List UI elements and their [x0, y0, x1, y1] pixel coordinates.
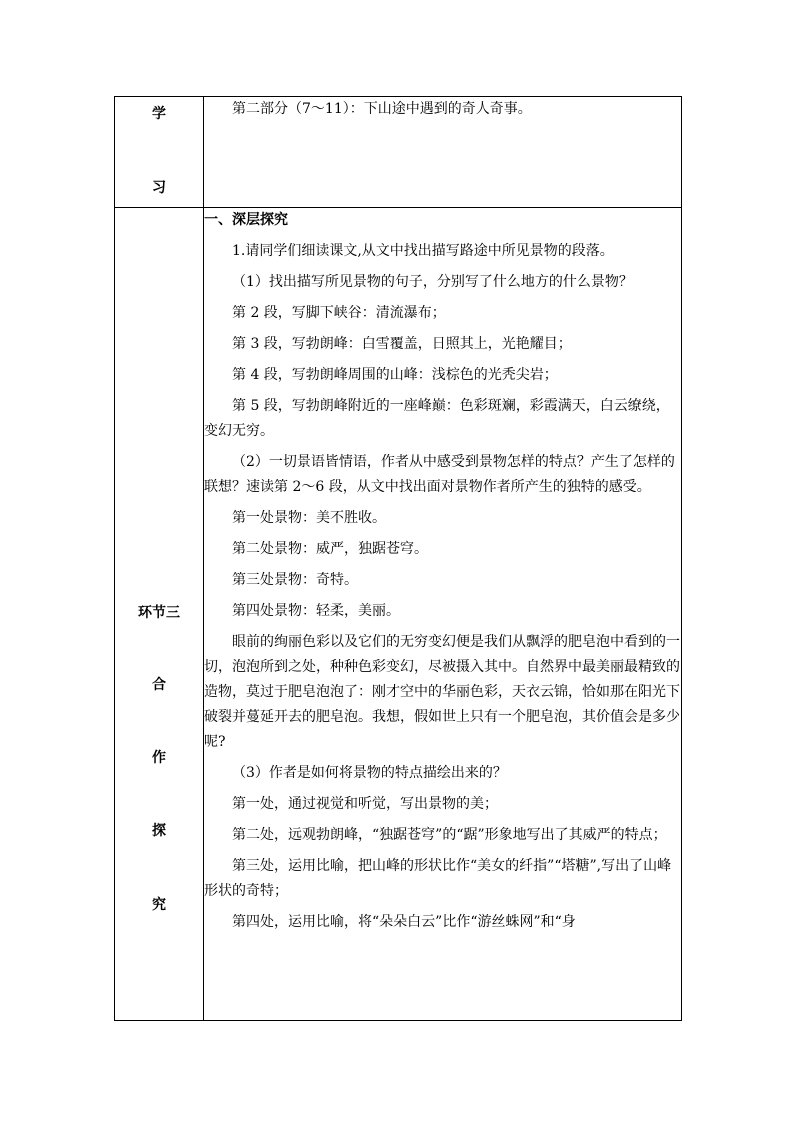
stage-label-cell — [115, 208, 204, 1021]
content-cell — [204, 97, 682, 208]
lesson-plan-table — [114, 96, 682, 1021]
answer-text: 第 5 段，写勃朗峰附近的一座峰巅：色彩斑斓，彩霞满天，白云缭绕，变幻无穷。 — [204, 398, 670, 439]
stage-label-char: 习 — [152, 180, 166, 196]
section-heading: 一、深层探究 — [204, 212, 288, 228]
stage-label-char: 学 — [152, 106, 166, 122]
answer-text: 第三处景物：奇特。 — [232, 572, 358, 588]
answer-text: 第二处，远观勃朗峰，“独踞苍穹”的“踞”形象地写出了其威严的特点； — [232, 827, 667, 843]
answer-text: 第四处，运用比喻，将“朵朵白云”比作“游丝蛛网”和“身 — [232, 914, 576, 930]
stage-label-char: 环节三 — [138, 605, 180, 621]
stage-label-char: 作 — [152, 750, 166, 766]
question-text: 1.请同学们细读课文,从文中找出描写路途中所见景物的段落。 — [232, 243, 614, 259]
table-row — [115, 208, 682, 1021]
answer-text: 第 2 段，写脚下峡谷：清流瀑布； — [232, 305, 446, 321]
stage-label-char: 究 — [152, 897, 166, 913]
stage-label-char: 合 — [152, 677, 166, 693]
stage-label-cell — [115, 97, 204, 208]
answer-text: 第一处景物：美不胜收。 — [232, 510, 386, 526]
question-text: （3）作者是如何将景物的特点描绘出来的？ — [232, 765, 507, 781]
answer-text: 第四处景物：轻柔，美丽。 — [232, 603, 400, 619]
content-line: 第二部分（7～11）：下山途中遇到的奇人奇事。 — [232, 101, 532, 117]
question-text: （2）一切景语皆情语，作者从中感受到景物怎样的特点？产生了怎样的联想？速读第 2～6 段，从文中找出面对景物作者所产生的独特的感受。 — [204, 454, 675, 495]
stage-label-char: 探 — [152, 823, 166, 839]
answer-text: 第 3 段，写勃朗峰：白雪覆盖，日照其上，光艳耀目； — [232, 336, 572, 352]
answer-text: 第二处景物：威严，独踞苍穹。 — [232, 541, 428, 557]
quoted-paragraph: 眼前的绚丽色彩以及它们的无穷变幻便是我们从飘浮的肥皂泡中看到的一切，泡泡所到之处，种种色彩变幻，尽被摄入其中。自然界中最美丽最精致的造物，莫过于肥皂泡泡了：刚才空中的华丽色彩，天衣云锦，恰如那在阳光下破裂并蔓延开去的肥皂泡。我想，假如世上只有一个肥皂泡，其价值会是多少呢? — [204, 634, 680, 750]
answer-text: 第一处，通过视觉和听觉，写出景物的美； — [232, 796, 498, 812]
answer-text: 第三处，运用比喻，把山峰的形状比作“美女的纤指”“塔糖”,写出了山峰形状的奇特； — [204, 858, 672, 899]
question-text: （1）找出描写所见景物的句子，分别写了什么地方的什么景物？ — [232, 274, 633, 290]
content-cell — [204, 208, 682, 1021]
answer-text: 第 4 段，写勃朗峰周围的山峰：浅棕色的光秃尖岩； — [232, 367, 558, 383]
table-row — [115, 97, 682, 208]
